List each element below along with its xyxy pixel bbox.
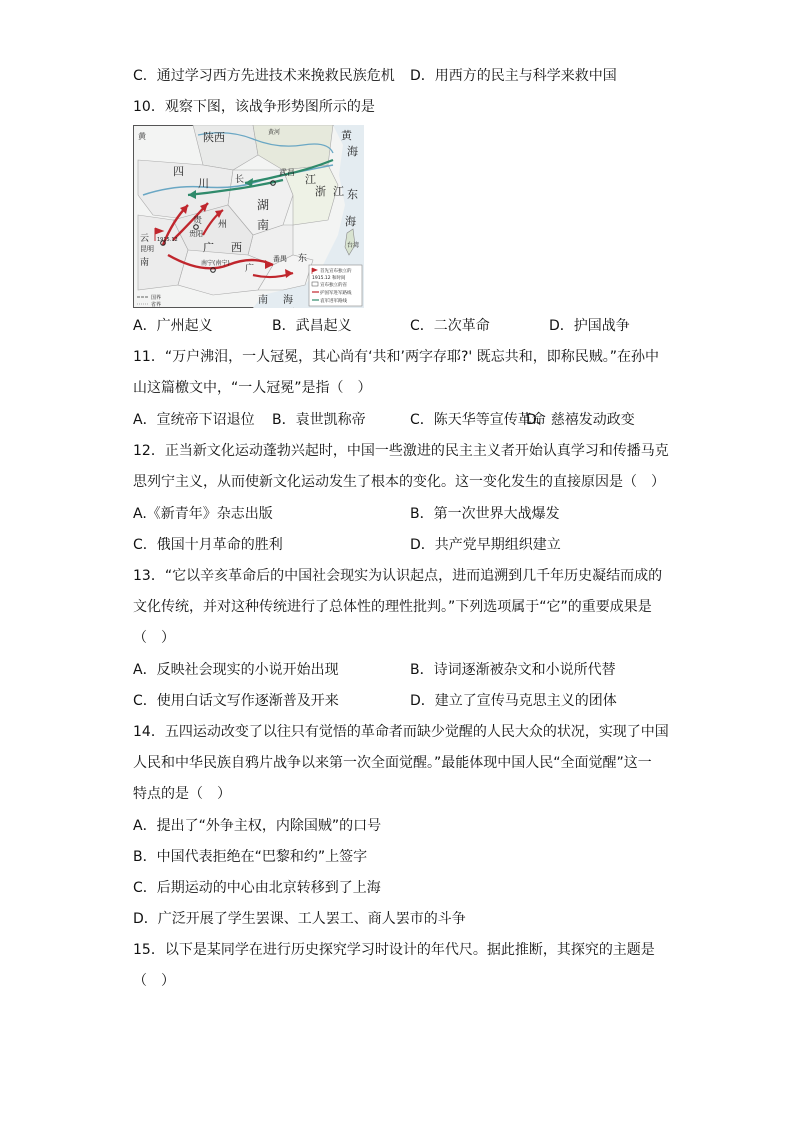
- map-label: 长: [235, 175, 245, 185]
- q14-stem-line-2: 人民和中华民族自鸦片战争以来第一次全面觉醒。”最能体现中国人民“全面觉醒”这一: [133, 755, 652, 771]
- map-label: 江: [305, 173, 316, 186]
- q12-stem-line-1: 12．正当新文化运动蓬勃兴起时，中国一些激进的民主主义者开始认真学习和传播马克: [133, 443, 669, 459]
- q10-stem: 10．观察下图，该战争形势图所示的是: [133, 99, 375, 115]
- q12-option-b: B．第一次世界大战爆发: [410, 506, 560, 522]
- legend-item: 国界: [151, 295, 162, 301]
- map-label: 州: [218, 220, 228, 230]
- map-label: 南: [140, 258, 150, 268]
- q14-option-a: A．提出了“外争主权，内除国贼”的口号: [133, 818, 382, 834]
- map-label: 东: [347, 188, 358, 201]
- map-label: 1915.12: [157, 237, 178, 243]
- q14-option-d: D．广泛开展了学生罢课、工人罢工、商人罢市的斗争: [133, 911, 466, 927]
- map-label: 浙: [315, 185, 326, 198]
- q12-stem-line-2: 思列宁主义，从而使新文化运动发生了根本的变化。这一变化发生的直接原因是（ ）: [133, 474, 665, 490]
- map-label: 贵: [193, 216, 203, 226]
- q11-option-b: B．袁世凯称帝: [272, 412, 366, 428]
- map-label: 南: [257, 218, 270, 232]
- q13-option-d: D．建立了宣传马克思主义的团体: [410, 693, 617, 709]
- map-label: 广: [245, 264, 255, 274]
- map-label: 海: [283, 295, 293, 306]
- q14-stem-line-3: 特点的是（ ）: [133, 786, 231, 802]
- war-situation-map: [133, 125, 364, 308]
- map-figure: [133, 125, 364, 308]
- q14-option-b: B．中国代表拒绝在“巴黎和约”上签字: [133, 849, 368, 865]
- q13-option-a: A．反映社会现实的小说开始出现: [133, 662, 339, 678]
- map-label: 武昌: [279, 168, 295, 177]
- map-label: 黄河: [268, 129, 281, 136]
- map-label: 南: [258, 295, 268, 306]
- q9-option-d: D．用西方的民主与科学来救中国: [410, 68, 617, 84]
- map-legend: [309, 265, 362, 306]
- q12-option-a: A.《新青年》杂志出版: [133, 506, 273, 522]
- map-label: 昆明: [140, 245, 154, 253]
- map-label: 台湾: [347, 242, 360, 249]
- map-label: 贵阳: [189, 230, 203, 238]
- q11-option-c: C．陈天华等宣传革命: [410, 412, 546, 428]
- legend-item: 首先宣布独立的: [320, 269, 352, 274]
- q10-option-d: D．护国战争: [549, 318, 630, 334]
- q13-stem-line-3: （ ）: [133, 630, 175, 646]
- q11-stem-line-2: 山这篇檄文中，“一人冠冕”是指（ ）: [133, 380, 372, 396]
- q14-stem-line-1: 14．五四运动改变了以往只有觉悟的革命者而缺少觉醒的人民大众的状况，实现了中国: [133, 724, 669, 740]
- legend-item: 袁军进军路线: [320, 299, 347, 304]
- q10-option-b: B．武昌起义: [272, 318, 352, 334]
- map-label: 江: [333, 185, 344, 198]
- legend-item: 宣布独立的省: [320, 283, 347, 288]
- map-label: 西: [231, 241, 242, 254]
- q11-option-d: D．慈禧发动政变: [526, 412, 635, 428]
- q13-option-b: B．诗词逐渐被杂文和小说所代替: [410, 662, 616, 678]
- q12-option-c: C．俄国十月革命的胜利: [133, 537, 283, 553]
- map-label: 川: [198, 177, 209, 190]
- q15-stem-line-2: （ ）: [133, 973, 175, 989]
- legend-province-swatch: [312, 282, 318, 286]
- map-label: 海: [345, 215, 356, 228]
- q11-stem-line-1: 11．“万户沸泪，一人冠冕，其心尚有‘共和’两字存耶?' 既忘共和，即称民贼。”在孙中: [133, 349, 659, 365]
- q15-stem-line-1: 15．以下是某同学在进行历史探究学习时设计的年代尺。据此推断，其探究的主题是: [133, 942, 655, 958]
- legend-item: 省界: [151, 302, 162, 308]
- legend-item: 护国军进军路线: [320, 291, 352, 296]
- q12-option-d: D．共产党早期组织建立: [410, 537, 561, 553]
- q13-option-c: C．使用白话文写作逐渐普及开来: [133, 693, 339, 709]
- map-label: 海: [347, 145, 358, 158]
- map-label: 陕西: [203, 131, 225, 144]
- map-label: 东: [298, 254, 308, 264]
- q11-option-a: A．宣统帝下诏退位: [133, 412, 255, 428]
- q9-option-c: C．通过学习西方先进技术来挽救民族危机: [133, 68, 395, 84]
- map-label: 广: [203, 241, 214, 254]
- q14-option-c: C．后期运动的中心由北京转移到了上海: [133, 880, 381, 896]
- q10-option-c: C．二次革命: [410, 318, 490, 334]
- map-label: 湖: [257, 198, 270, 212]
- map-label: 黄: [138, 132, 146, 141]
- q10-option-a: A．广州起义: [133, 318, 213, 334]
- q13-stem-line-1: 13．“它以辛亥革命后的中国社会现实为认识起点，进而追溯到几千年历史凝结而成的: [133, 568, 663, 584]
- map-label: 四: [173, 165, 184, 178]
- q13-stem-line-2: 文化传统，并对这种传统进行了总体性的理性批判。”下列选项属于“它”的重要成果是: [133, 599, 652, 615]
- map-label: 黄: [341, 129, 352, 142]
- legend-item: 1915.12 和时间: [312, 276, 346, 281]
- map-label: 番禺: [273, 255, 287, 263]
- map-label: 南宁(南宁): [201, 260, 230, 267]
- map-label: 云: [140, 234, 150, 244]
